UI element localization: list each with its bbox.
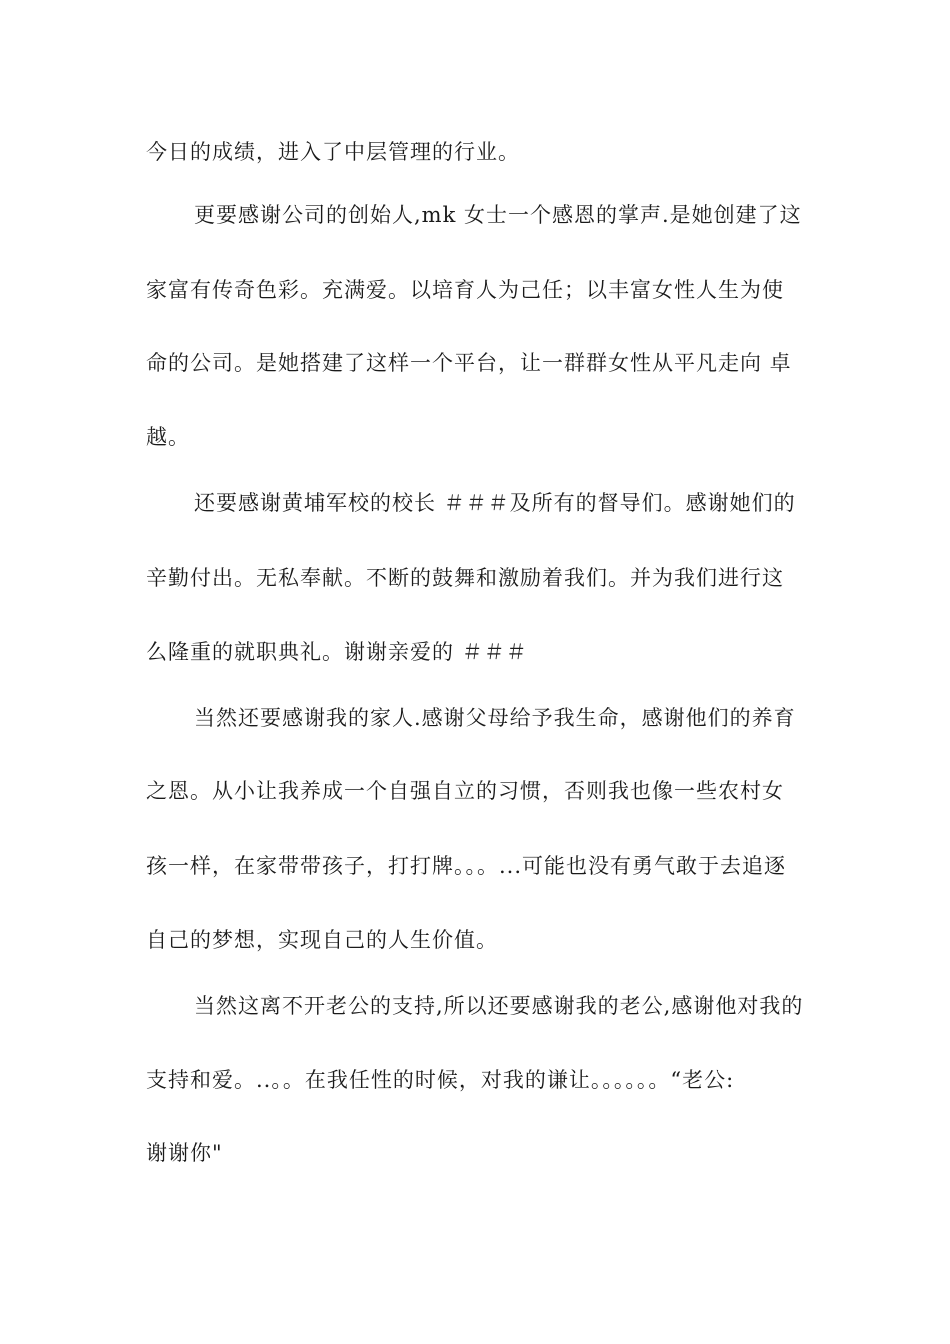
text-line: 谢谢你": [146, 1141, 223, 1165]
text-line: 自己的梦想，实现自己的人生价值。: [146, 928, 498, 952]
text-line: 家富有传奇色彩。充满爱。以培育人为己任；以丰富女性人生为使: [146, 278, 784, 302]
text-line: 当然这离不开老公的支持,所以还要感谢我的老公,感谢他对我的: [194, 994, 804, 1018]
text-line: 当然还要感谢我的家人.感谢父母给予我生命，感谢他们的养育: [194, 706, 796, 730]
text-line: 辛勤付出。无私奉献。不断的鼓舞和激励着我们。并为我们进行这: [146, 566, 784, 590]
text-line: 支持和爱。..。。在我任性的时候，对我的谦让。。。。。。“老公:: [146, 1068, 735, 1092]
text-line: 之恩。从小让我养成一个自强自立的习惯，否则我也像一些农村女: [146, 779, 784, 803]
text-line: 孩一样，在家带带孩子，打打牌。。。...可能也没有勇气敢于去追逐: [146, 854, 787, 878]
text-line: 更要感谢公司的创始人,mk 女士一个感恩的掌声.是她创建了这: [194, 203, 802, 227]
text-line: 还要感谢黄埔军校的校长 ＃＃＃及所有的督导们。感谢她们的: [194, 491, 796, 515]
text-line: 越。: [146, 425, 190, 449]
text-line: 么隆重的就职典礼。谢谢亲爱的 ＃＃＃: [146, 640, 528, 664]
text-line: 命的公司。是她搭建了这样一个平台，让一群群女性从平凡走向 卓: [146, 351, 792, 375]
text-line: 今日的成绩，进入了中层管理的行业。: [146, 140, 520, 164]
